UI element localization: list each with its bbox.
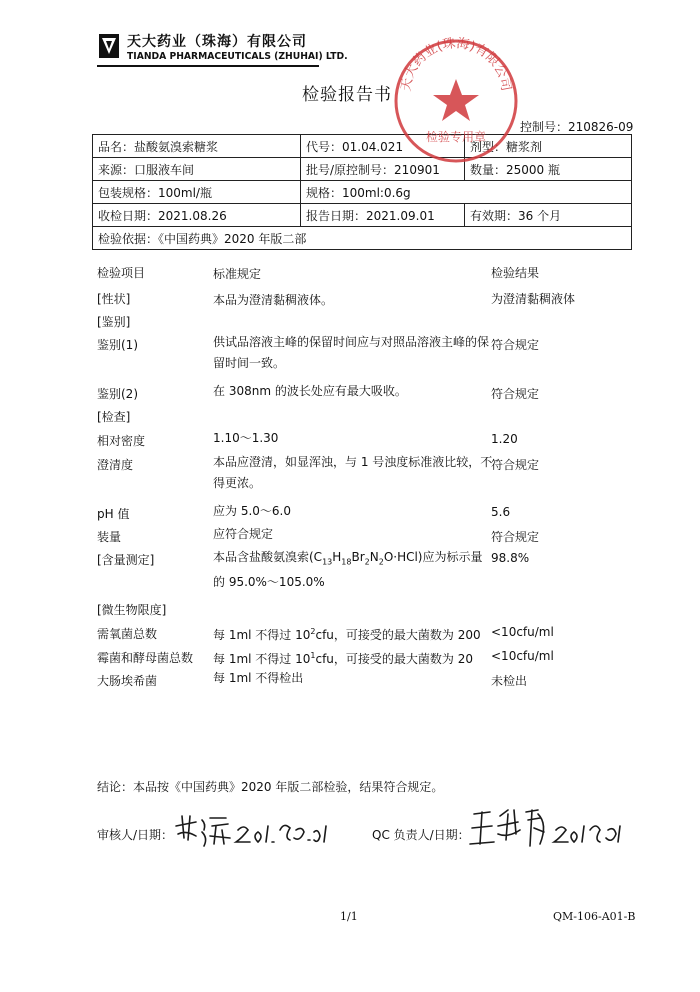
test-basis: 检验依据：《中国药典》2020 年版二部 — [93, 227, 632, 250]
item-result: 符合规定 — [491, 338, 540, 352]
product-code: 代号：01.04.021 — [301, 135, 465, 158]
product-name: 品名：盐酸氨溴索糖浆 — [93, 135, 301, 158]
item-standard: 本品含盐酸氨溴索$(C_{13}H_{18}Br_2N_2O\cdot HCl)$应为标示量的 95.0%～105.0% — [213, 550, 483, 590]
item-standard: 本品应澄清，如显浑浊，与 1 号浊度标准液比较，不得更浓。 — [213, 455, 493, 490]
batch-number: 批号/原控制号：210901 — [301, 158, 465, 181]
item-name: [含量测定] — [97, 553, 155, 567]
col-standard-header: 标准规定 — [213, 267, 262, 281]
item-standard: 每 1ml 不得过 $10^2cfu$，可接受的最大菌数为 200 — [213, 627, 481, 642]
qc-label: QC 负责人/日期： — [372, 828, 470, 842]
item-standard: 1.10～1.30 — [213, 431, 279, 445]
item-result: <10cfu/ml — [491, 649, 554, 663]
item-standard: 应为 5.0～6.0 — [213, 504, 291, 518]
company-name-cn: 天大药业（珠海）有限公司 — [127, 34, 307, 50]
validity: 有效期：36 个月 — [465, 204, 632, 227]
package-spec: 包装规格：100ml/瓶 — [93, 181, 301, 204]
specification: 规格：100ml:0.6g — [301, 181, 632, 204]
item-name: [检查] — [97, 410, 131, 424]
qc-signature — [468, 804, 628, 852]
reviewer-label: 审核人/日期： — [97, 828, 174, 842]
item-name: 需氧菌总数 — [97, 627, 158, 641]
item-result: 5.6 — [491, 505, 511, 519]
page-number: 1/1 — [340, 910, 358, 923]
item-result: 1.20 — [491, 432, 518, 446]
item-name: [鉴别] — [97, 315, 131, 329]
item-result: <10cfu/ml — [491, 625, 554, 639]
item-result: 98.8% — [491, 551, 530, 565]
item-result: 未检出 — [491, 674, 528, 688]
item-name: [微生物限度] — [97, 603, 167, 617]
item-standard: 每 1ml 不得过 $10^1cfu$，可接受的最大菌数为 20 — [213, 651, 473, 666]
item-standard: 在 308nm 的波长处应有最大吸收。 — [213, 384, 407, 398]
item-result: 符合规定 — [491, 458, 540, 472]
report-title: 检验报告书 — [302, 85, 392, 105]
item-result: 为澄清黏稠液体 — [491, 292, 576, 306]
item-result: 符合规定 — [491, 387, 540, 401]
item-name: 相对密度 — [97, 434, 146, 448]
item-standard: 应符合规定 — [213, 527, 274, 541]
col-result-header: 检验结果 — [491, 266, 540, 280]
dosage-form: 剂型：糖浆剂 — [465, 135, 632, 158]
company-logo-icon — [97, 32, 121, 60]
company-name-en: TIANDA PHARMACEUTICALS (ZHUHAI) LTD. — [127, 51, 348, 62]
product-info-table — [92, 134, 632, 250]
item-name: 鉴别(2) — [97, 387, 138, 401]
source: 来源：口服液车间 — [93, 158, 301, 181]
item-standard: 每 1ml 不得检出 — [213, 671, 304, 685]
item-name: 大肠埃希菌 — [97, 674, 158, 688]
reviewer-signature — [172, 808, 332, 852]
item-name: [性状] — [97, 292, 131, 306]
received-date: 收检日期：2021.08.26 — [93, 204, 301, 227]
report-date: 报告日期：2021.09.01 — [301, 204, 465, 227]
quantity: 数量：25000 瓶 — [465, 158, 632, 181]
svg-text:天大药业(珠海)有限公司: 天大药业(珠海)有限公司 — [398, 37, 514, 93]
item-name: pH 值 — [97, 507, 130, 521]
conclusion: 结论：本品按《中国药典》2020 年版二部检验，结果符合规定。 — [97, 780, 444, 794]
item-result: 符合规定 — [491, 530, 540, 544]
item-standard: 供试品溶液主峰的保留时间应与对照品溶液主峰的保留时间一致。 — [213, 335, 490, 370]
header-rule — [97, 65, 319, 67]
svg-text:检验专用章: 检验专用章 — [425, 130, 487, 144]
item-name: 澄清度 — [97, 458, 134, 472]
item-standard: 本品为澄清黏稠液体。 — [213, 293, 334, 307]
control-number: 控制号：210826-09 — [520, 120, 634, 134]
item-name: 装量 — [97, 530, 122, 544]
item-name: 霉菌和酵母菌总数 — [97, 651, 194, 665]
item-name: 鉴别(1) — [97, 338, 138, 352]
form-code: QM-106-A01-B — [553, 910, 636, 923]
col-item-header: 检验项目 — [97, 266, 146, 280]
